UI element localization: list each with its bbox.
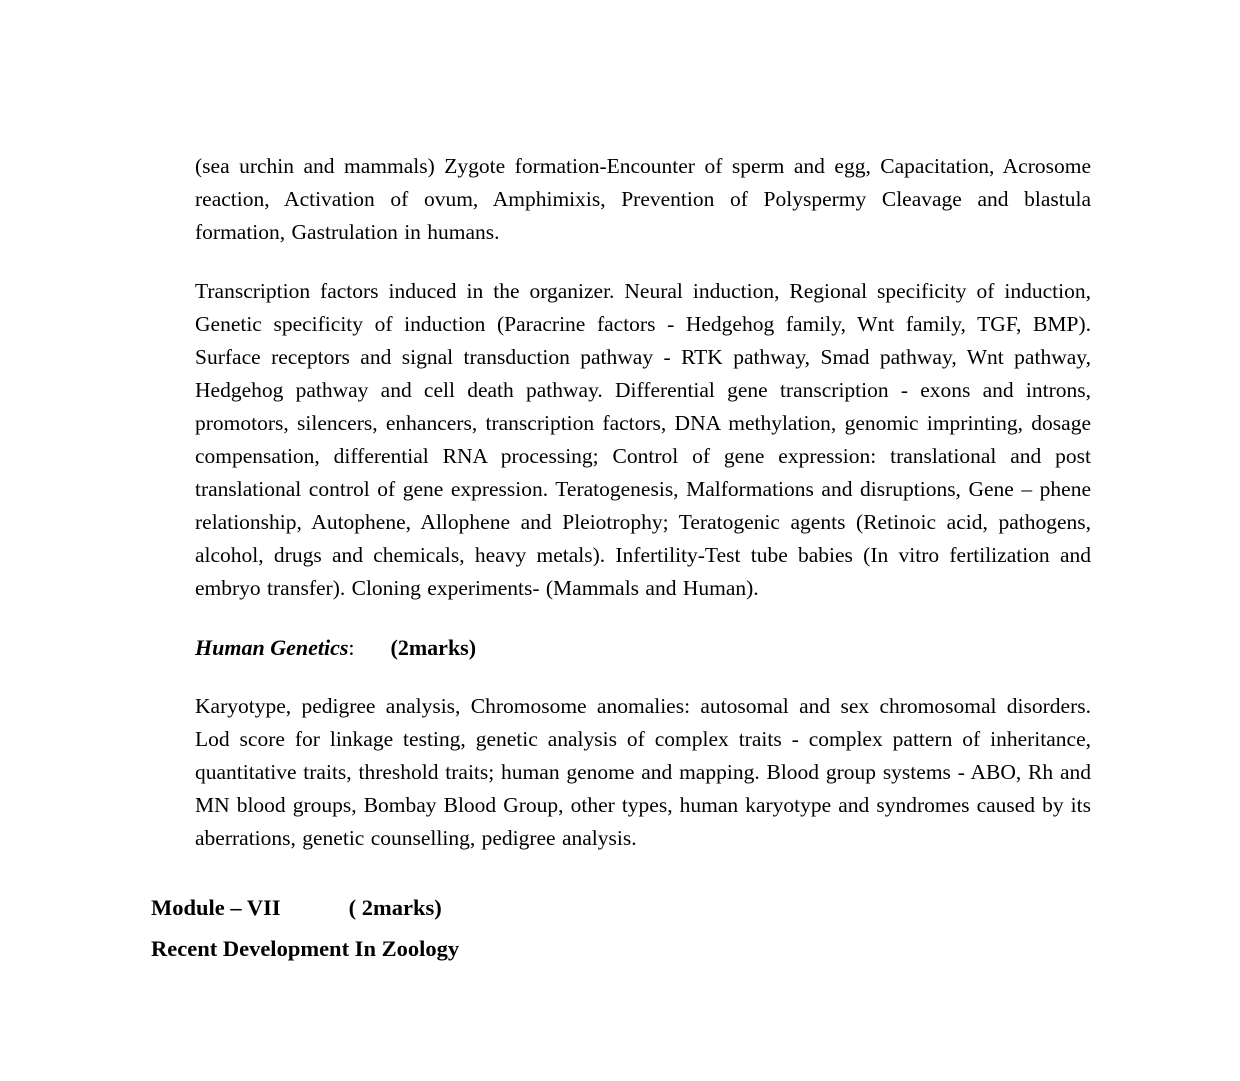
paragraph-transcription-factors: Transcription factors induced in the organizer. Neural induction, Regional specificity of induction, Genetic specificity of induction (Paracrine factors - Hedgehog family, Wnt family, TGF, BMP). Surface receptors and signal transduction pathway - RTK pathway, Smad pathway, Wnt pathway, Hedgehog pathway and cell death pathway. Differential gene transcription - exons and introns, promotors, silencers, enhancers, transcription factors, DNA methylation, genomic imprinting, dosage compensation, differential RNA processing; Control of gene expression: translational and post translational control of gene expression. Teratogenesis, Malformations and disruptions, Gene – phene relationship, Autophene, Allophene and Pleiotrophy; Teratogenic agents (Retinoic acid, pathogens, alcohol, drugs and chemicals, heavy metals). Infertility-Test tube babies (In vitro fertilization and embryo transfer). Cloning experiments- (Mammals and Human). (195, 279, 1091, 600)
human-genetics-title: Human Genetics (195, 635, 349, 660)
human-genetics-heading (195, 631, 1091, 664)
paragraph-fertilization: (sea urchin and mammals) Zygote formation-Encounter of sperm and egg, Capacitation, Acrosome reaction, Activation of ovum, Amphimixis, Prevention of Polyspermy Cleavage and blastula formation, Gastrulation in humans. (195, 154, 1091, 244)
module-title: Module – VII (151, 895, 281, 920)
human-genetics-marks: (2marks) (390, 635, 477, 660)
module-subtitle: Recent Development In Zoology (151, 936, 460, 961)
module-section (151, 891, 1091, 965)
human-genetics-colon: : (348, 635, 355, 660)
module-heading (151, 891, 1091, 924)
paragraph-human-genetics: Karyotype, pedigree analysis, Chromosome anomalies: autosomal and sex chromosomal disorders. Lod score for linkage testing, genetic analysis of complex traits - complex pattern of inheritance, quantitative traits, threshold traits; human genome and mapping. Blood group systems - ABO, Rh and MN blood groups, Bombay Blood Group, other types, human karyotype and syndromes caused by its aberrations, genetic counselling, pedigree analysis. (195, 694, 1091, 850)
module-marks: ( 2marks) (348, 895, 442, 920)
document-body (195, 150, 1091, 855)
